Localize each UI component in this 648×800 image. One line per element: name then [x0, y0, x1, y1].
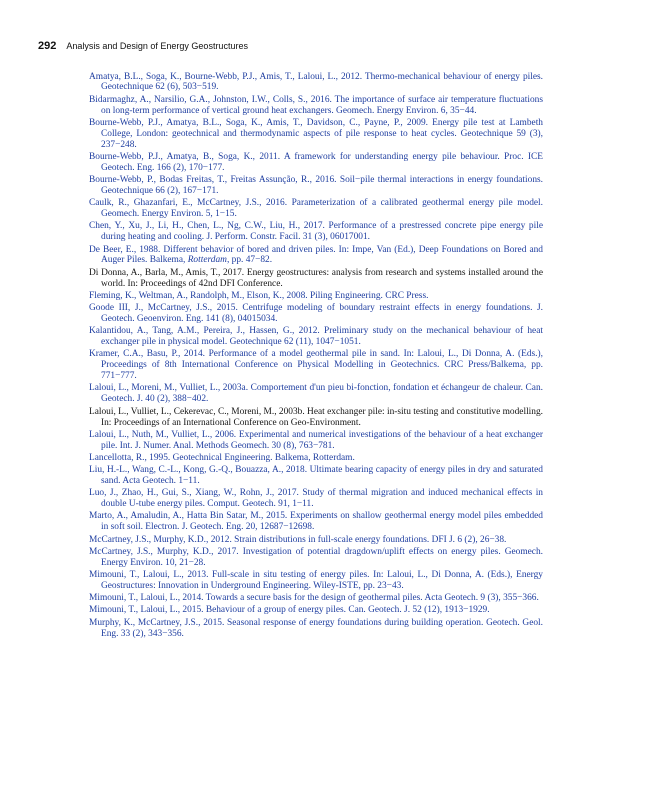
reference-item[interactable]: McCartney, J.S., Murphy, K.D., 2017. Investigation of potential dragdown/uplift effects on energy piles. Geomech. Energy Environ. 10, 21−28. — [89, 546, 543, 568]
reference-item[interactable]: Marto, A., Amaludin, A., Hatta Bin Satar, M., 2015. Experiments on shallow geothermal energy model piles embedded in soft soil. Electron. J. Geotech. Eng. 20, 12687−12698. — [89, 511, 543, 533]
reference-text: De Beer, E., 1988. Different behavior of bored and driven piles. In: Impe, Van (Ed.), Deep Foundations on Bored and Auger Piles. Balkema, — [89, 244, 543, 266]
reference-item[interactable]: Bidarmaghz, A., Narsilio, G.A., Johnston, I.W., Colls, S., 2016. The importance of surface air temperature fluctuations on long-term performance of vertical ground heat exchangers. Geomech. Energy Environ. 6, 35−44. — [89, 94, 543, 116]
reference-item[interactable]: Goode III, J., McCartney, J.S., 2015. Centrifuge modeling of boundary restraint effects in energy foundations. J. Geotech. Geoenviron. Eng. 141 (8), 04015034. — [89, 303, 543, 324]
reference-item[interactable] — [89, 245, 543, 267]
reference-item[interactable]: Caulk, R., Ghazanfari, E., McCartney, J.S., 2016. Parameterization of a calibrated geothermal energy pile model. Geomech. Energy Environ. 5, 1−15. — [89, 198, 543, 220]
reference-text: , pp. 47−82. — [226, 255, 273, 266]
page-header — [38, 40, 248, 54]
reference-item[interactable]: Mimouni, T., Laloui, L., 2014. Towards a secure basis for the design of geothermal piles. Acta Geotech. 9 (3), 355−366. — [89, 593, 539, 604]
reference-item[interactable]: Mimouni, T., Laloui, L., 2015. Behaviour of a group of energy piles. Can. Geotech. J. 52 (12), 1913−1929. — [89, 605, 490, 616]
reference-item[interactable]: Laloui, L., Nuth, M., Vulliet, L., 2006. Experimental and numerical investigations of the behaviour of a heat exchanger pile. Int. J. Numer. Anal. Methods Geomech. 30 (8), 763−781. — [89, 429, 543, 451]
reference-item[interactable]: Kramer, C.A., Basu, P., 2014. Performance of a model geothermal pile in sand. In: Laloui, L., Di Donna, A. (Eds.), Proceedings of 8th International Conference on Physical Modelling in Geotechnics. CRC Press/Balkema, pp. 771−777. — [89, 349, 543, 382]
reference-item[interactable]: Fleming, K., Weltman, A., Randolph, M., Elson, K., 2008. Piling Engineering. CRC Press. — [89, 290, 429, 301]
reference-item[interactable]: Bourne-Webb, P.J., Amatya, B.L., Soga, K., Amis, T., Davidson, C., Payne, P., 2009. Energy pile test at Lambeth College, London: geotechnical and thermodynamic aspects of pile response to heat cycles. Geotechnique 59 (3), 237−248. — [89, 117, 543, 150]
reference-item[interactable]: Laloui, L., Vulliet, L., Cekerevac, C., Moreni, M., 2003b. Heat exchanger pile: in-situ testing and constitutive modelling. In: Proceedings of an International Conference on Geo-Environment. — [89, 406, 543, 428]
page-number: 292 — [38, 40, 57, 52]
reference-item[interactable]: Bourne-Webb, P.J., Amatya, B., Soga, K., 2011. A framework for understanding energy pile behaviour. Proc. ICE Geotech. Eng. 166 (2), 170−177. — [89, 151, 543, 173]
reference-item[interactable]: Murphy, K., McCartney, J.S., 2015. Seasonal response of energy foundations during building operation. Geotech. Geol. Eng. 33 (2), 343−356. — [89, 617, 543, 639]
reference-italic-text: Rotterdam — [187, 255, 227, 266]
running-title: Analysis and Design of Energy Geostructures — [66, 41, 248, 51]
reference-item[interactable]: Mimouni, T., Laloui, L., 2013. Full-scale in situ testing of energy piles. In: Laloui, L., Di Donna, A. (Eds.), Energy Geostructures: Innovation in Underground Engineering. Wiley-ISTE, pp. 23−43. — [89, 570, 543, 591]
reference-item[interactable]: Kalantidou, A., Tang, A.M., Pereira, J., Hassen, G., 2012. Preliminary study on the mechanical behaviour of heat exchanger pile in physical model. Geotechnique 62 (11), 1047−1051. — [89, 326, 543, 348]
reference-item[interactable]: Amatya, B.L., Soga, K., Bourne-Webb, P.J., Amis, T., Laloui, L., 2012. Thermo-mechanical behaviour of energy piles. Geotechnique 62 (6), 503−519. — [89, 71, 543, 93]
reference-item[interactable]: Lancellotta, R., 1995. Geotechnical Engineering. Balkema, Rotterdam. — [89, 452, 355, 463]
reference-item[interactable]: Luo, J., Zhao, H., Gui, S., Xiang, W., Rohn, J., 2017. Study of thermal migration and induced mechanical effects in double U-tube energy piles. Comput. Geotech. 91, 1−11. — [89, 488, 543, 510]
reference-item[interactable]: Chen, Y., Xu, J., Li, H., Chen, L., Ng, C.W., Liu, H., 2017. Performance of a prestressed concrete pipe energy pile during heating and cooling. J. Perform. Constr. Facil. 31 (3), 06017001. — [89, 221, 543, 243]
reference-item[interactable]: Liu, H.-L., Wang, C.-L., Kong, G.-Q., Bouazza, A., 2018. Ultimate bearing capacity of energy piles in dry and saturated sand. Acta Geotech. 1−11. — [89, 465, 543, 487]
reference-item[interactable]: Bourne-Webb, P., Bodas Freitas, T., Freitas Assunção, R., 2016. Soil−pile thermal interactions in energy foundations. Geotechnique 66 (2), 167−171. — [89, 175, 543, 196]
reference-item[interactable]: Di Donna, A., Barla, M., Amis, T., 2017. Energy geostructures: analysis from research and systems installed around the world. In: Proceedings of 42nd DFI Conference. — [89, 267, 543, 289]
reference-item[interactable]: Laloui, L., Moreni, M., Vulliet, L., 2003a. Comportement d'un pieu bi-fonction, fondation et échangeur de chaleur. Can. Geotech. J. 40 (2), 388−402. — [89, 383, 543, 405]
reference-list — [89, 72, 543, 641]
reference-item[interactable]: McCartney, J.S., Murphy, K.D., 2012. Strain distributions in full-scale energy foundations. DFI J. 6 (2), 26−38. — [89, 534, 507, 545]
